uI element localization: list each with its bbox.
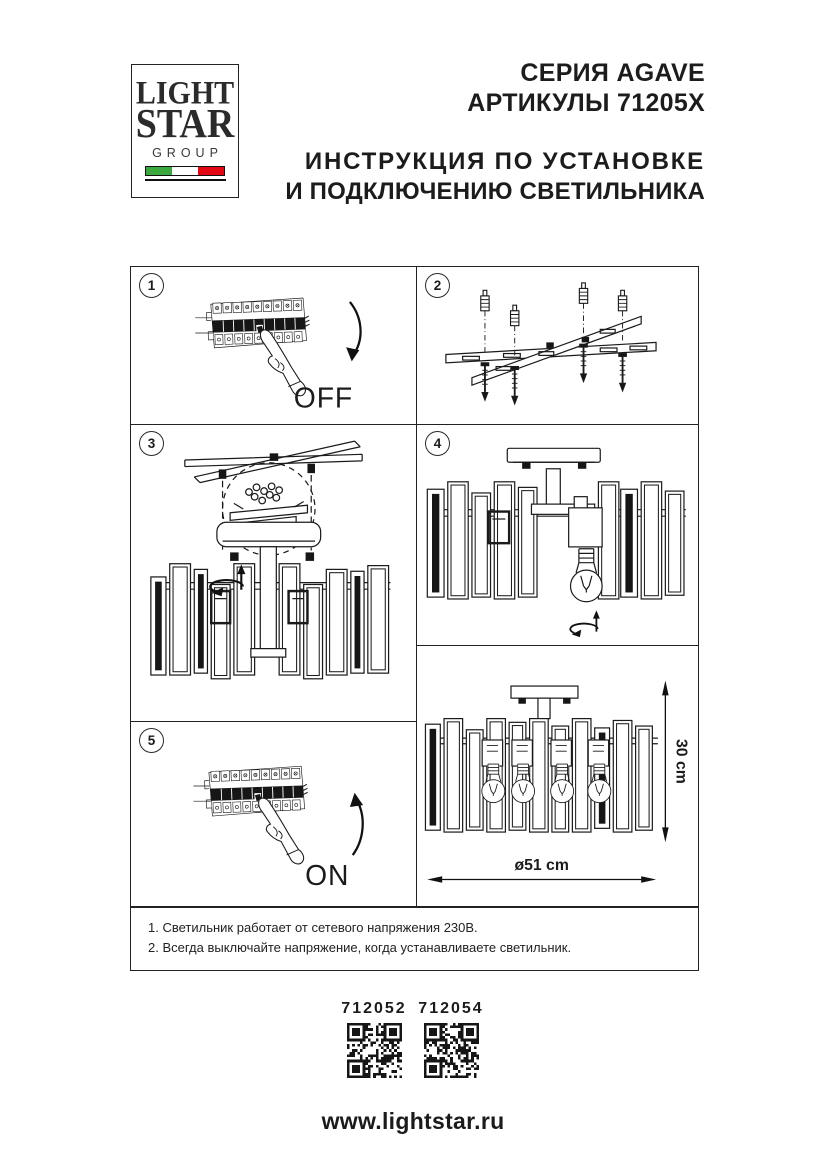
chandelier-mounting-drawing [132, 426, 415, 718]
off-label: OFF [293, 381, 354, 414]
step-2-number: 2 [425, 273, 450, 298]
flag-green [146, 167, 172, 175]
title-block [285, 58, 705, 207]
instruction-title-line1: ИНСТРУКЦИЯ ПО УСТАНОВКЕ [304, 148, 705, 175]
step-4-number: 4 [425, 431, 450, 456]
height-dimension: 30 cm [672, 738, 690, 784]
logo-underline [145, 179, 226, 181]
step-1-panel [131, 267, 416, 425]
flag-red [198, 167, 224, 175]
qr-code-left-label: 712052 [341, 1000, 407, 1017]
steps-grid [130, 266, 699, 908]
dimensions-panel [417, 646, 698, 907]
articles-title: АРТИКУЛЫ 71205X [467, 89, 705, 117]
instruction-title-line2: И ПОДКЛЮЧЕНИЮ СВЕТИЛЬНИКА [285, 178, 705, 205]
flag-white [172, 167, 198, 175]
step-2-panel [417, 267, 698, 425]
step-5-number: 5 [139, 728, 164, 753]
notes-box [130, 906, 699, 971]
logo-light-text: LIGHT [135, 75, 235, 112]
on-label: ON [305, 859, 350, 892]
bulb-install-drawing [418, 426, 697, 642]
diameter-dimension: ø51 cm [514, 857, 569, 875]
italian-flag-bar [145, 166, 225, 176]
step-5-panel [131, 722, 416, 907]
dimensions-drawing [418, 647, 697, 904]
breaker-on-drawing [132, 723, 415, 904]
qr-code-right [424, 1023, 479, 1078]
qr-code-right-label: 712054 [418, 1000, 484, 1017]
logo-group-text: GROUP [152, 146, 223, 161]
step-4-panel [417, 425, 698, 646]
step-1-number: 1 [139, 273, 164, 298]
step-3-panel [131, 425, 416, 722]
breaker-off-drawing [132, 268, 415, 424]
series-title: СЕРИЯ AGAVE [520, 59, 705, 87]
mounting-straps-drawing [418, 268, 697, 423]
lightstar-logo [131, 64, 239, 198]
website-url: www.lightstar.ru [321, 1108, 505, 1134]
note-1: 1. Светильник работает от сетевого напряжения 230В. [148, 920, 478, 935]
qr-code-left [347, 1023, 402, 1078]
logo-star-text: STAR [135, 100, 235, 147]
step-3-number: 3 [139, 431, 164, 456]
note-2: 2. Всегда выключайте напряжение, когда устанавливаете светильник. [148, 940, 572, 955]
